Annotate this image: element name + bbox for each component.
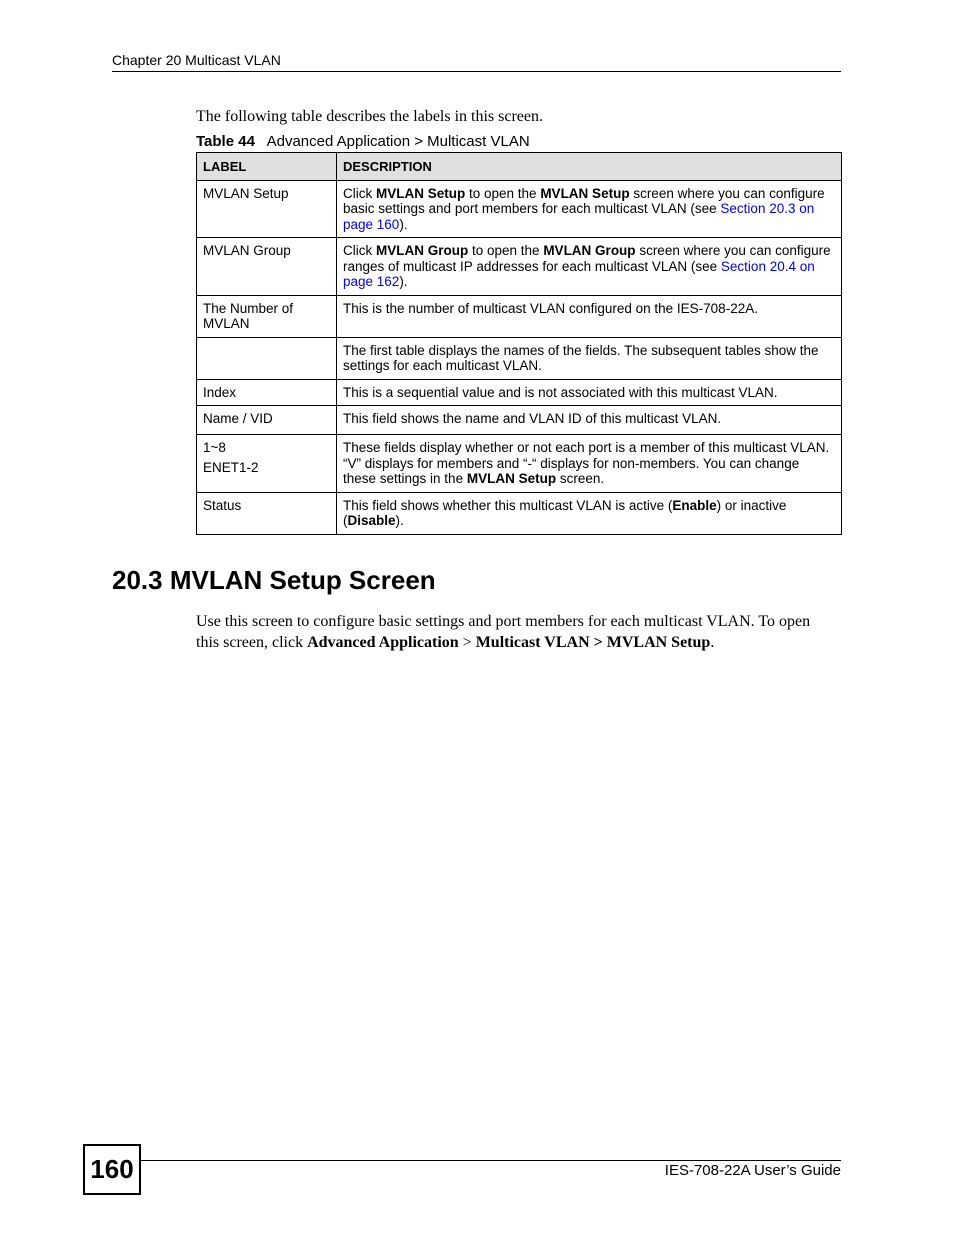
page-number: 160	[83, 1144, 141, 1195]
header-label: LABEL	[197, 153, 337, 181]
row-description: This is a sequential value and is not associated with this multicast VLAN.	[337, 379, 842, 406]
row-description: This field shows the name and VLAN ID of this multicast VLAN.	[337, 406, 842, 435]
guide-title: IES-708-22A User’s Guide	[664, 1162, 841, 1179]
table-row	[197, 406, 842, 435]
table-row	[197, 379, 842, 406]
page-header: Chapter 20 Multicast VLAN	[112, 52, 841, 72]
table-row	[197, 435, 842, 493]
row-label: Name / VID	[197, 406, 337, 435]
row-description: Click MVLAN Group to open the MVLAN Group screen where you can configure ranges of multicast IP addresses for each multicast VLAN (see Section 20.4 on page 162).	[337, 238, 842, 296]
row-description: This field shows whether this multicast VLAN is active (Enable) or inactive (Disable).	[337, 492, 842, 534]
header-description: DESCRIPTION	[337, 153, 842, 181]
section-link[interactable]: Section 20.3 on page 160	[343, 201, 815, 232]
table-row	[197, 295, 842, 337]
table-row	[197, 238, 842, 296]
row-label: The Number of MVLAN	[197, 295, 337, 337]
section-body: Use this screen to configure basic settings and port members for each multicast VLAN. To open this screen, click Advanced Application > Multicast VLAN > MVLAN Setup.	[196, 613, 811, 651]
row-label: MVLAN Setup	[197, 180, 337, 238]
table-title: Advanced Application > Multicast VLAN	[266, 133, 530, 150]
row-label	[197, 337, 337, 379]
row-label: Index	[197, 379, 337, 406]
footer-divider	[141, 1160, 841, 1161]
row-label: MVLAN Group	[197, 238, 337, 296]
table-row	[197, 180, 842, 238]
section-link[interactable]: Section 20.4 on page 162	[343, 258, 815, 289]
row-label-secondary: ENET1-2	[203, 459, 259, 475]
label-description-table	[196, 152, 842, 535]
row-description: These fields display whether or not each port is a member of this multicast VLAN. “V” displays for members and “-“ displays for non-members. You can change these settings in the MVLAN Setup screen.	[337, 435, 842, 493]
row-description: Click MVLAN Setup to open the MVLAN Setup screen where you can configure basic settings and port members for each multicast VLAN (see Section 20.3 on page 160).	[337, 180, 842, 238]
table-header-row	[197, 153, 842, 181]
section-heading: 20.3 MVLAN Setup Screen	[112, 565, 436, 595]
intro-text: The following table describes the labels in this screen.	[196, 108, 544, 125]
table-number: Table 44	[196, 133, 255, 150]
row-description: This is the number of multicast VLAN configured on the IES-708-22A.	[337, 295, 842, 337]
row-description: The first table displays the names of the fields. The subsequent tables show the settings for each multicast VLAN.	[337, 337, 842, 379]
row-label: Status	[197, 492, 337, 534]
table-row	[197, 337, 842, 379]
table-row	[197, 492, 842, 534]
row-label: 1~8 ENET1-2	[197, 435, 337, 493]
table-caption	[196, 133, 530, 150]
